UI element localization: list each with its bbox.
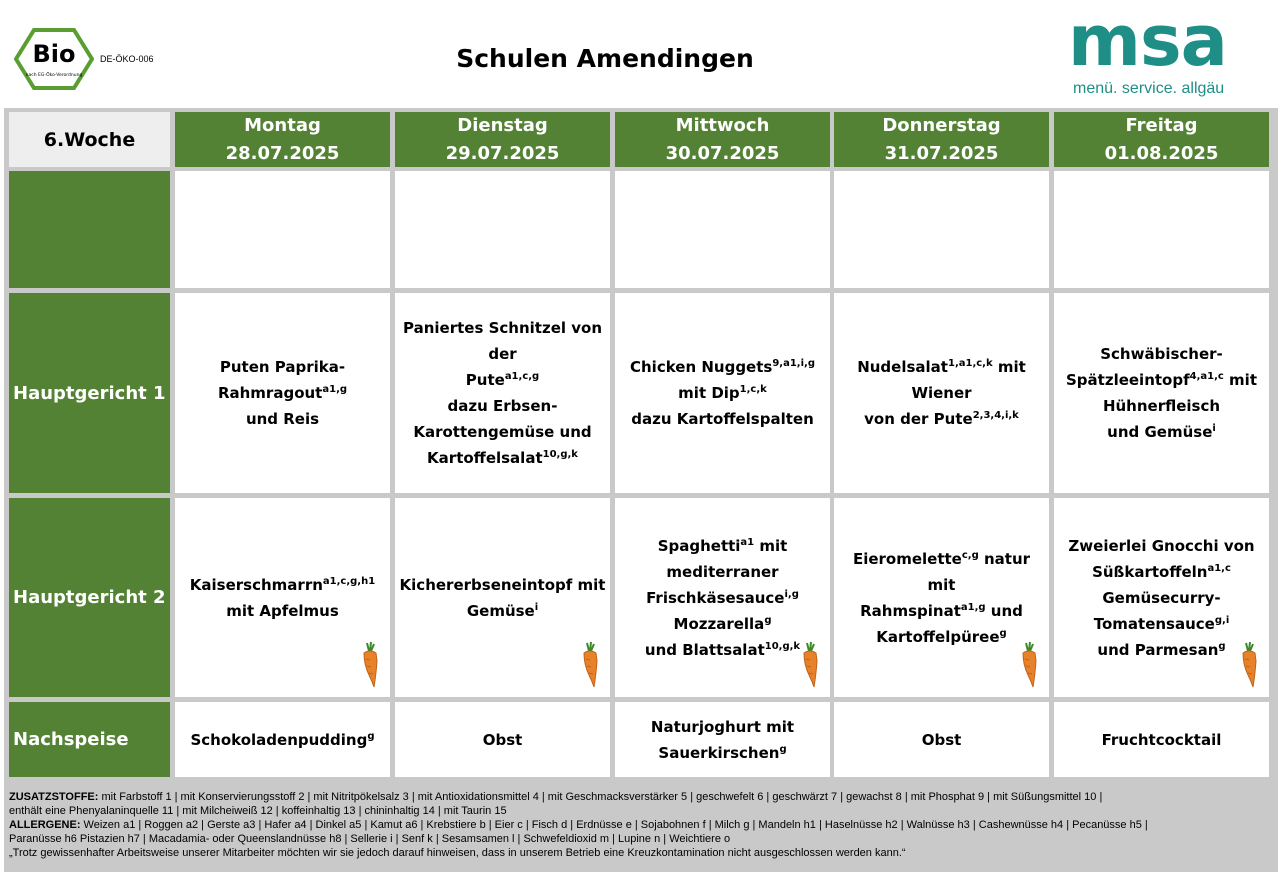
additives-text-1: mit Farbstoff 1 | mit Konservierungsstoff 2 | mit Nitritpökelsalz 3 | mit Antioxidationsmittel 4 | mit Geschmacksverstärker 5 | geschwefelt 6 | geschwärzt 7 | gewachst 8 | mit Phosphat 9 | mit Süßungsmittel 10 | — [98, 791, 1103, 803]
dish-text: Kartoffelpüree — [876, 627, 1000, 646]
dish-line — [1100, 341, 1223, 367]
dish-line — [651, 714, 794, 740]
day-date: 28.07.2025 — [225, 142, 340, 164]
day-header-0 — [175, 112, 390, 167]
dish-line — [666, 559, 778, 585]
dish-line — [427, 445, 578, 471]
dish-line — [226, 598, 339, 624]
msa-tagline: menü. service. allgäu — [1073, 80, 1225, 97]
day-date: 01.08.2025 — [1104, 142, 1219, 164]
dish-line — [838, 546, 1045, 598]
dish-text: Karottengemüse und — [413, 423, 592, 441]
dish-text: Süßkartoffeln — [1092, 562, 1208, 581]
dish-line — [876, 624, 1006, 650]
dish-line — [399, 315, 606, 367]
allergen-codes: g — [999, 627, 1007, 639]
day-name: Dienstag — [457, 114, 548, 136]
day-name: Freitag — [1125, 114, 1198, 136]
dish-line — [922, 727, 962, 753]
main1-dish-0 — [175, 293, 390, 493]
dish-text: Fruchtcocktail — [1101, 730, 1222, 749]
allergen-codes: 1,a1,c,k — [947, 358, 993, 369]
allergen-codes: a1,g — [322, 384, 348, 395]
dish-line — [674, 611, 772, 637]
menu-table — [4, 108, 1278, 872]
dish-line — [1103, 393, 1220, 419]
dish-line — [220, 354, 345, 380]
day-name: Montag — [244, 114, 321, 136]
allergen-codes: a1 — [740, 536, 755, 548]
dish-line — [190, 572, 375, 598]
dish-text: Schwäbischer- — [1100, 345, 1223, 363]
carrot-icon — [1017, 641, 1041, 689]
day-name: Donnerstag — [882, 114, 1001, 136]
dish-line — [467, 598, 538, 624]
main2-dish-4 — [1054, 498, 1269, 697]
dish-text: und Gemüse — [1107, 423, 1213, 441]
main1-dish-4 — [1054, 293, 1269, 493]
dish-line — [864, 406, 1019, 432]
main2-dish-1 — [395, 498, 610, 697]
bio-control-code: DE-ÖKO-006 — [100, 54, 154, 64]
dish-line — [1097, 637, 1225, 663]
allergen-codes: g,i — [1214, 614, 1230, 626]
dish-text: Spätzleeintopf — [1066, 371, 1190, 389]
dish-text: Mozzarella — [673, 614, 765, 633]
dish-line — [658, 533, 788, 559]
dish-text-cont: mit — [754, 536, 788, 555]
dessert-dish-3 — [834, 702, 1049, 777]
bio-logo-subtext: nach EG-Öko-Verordnung — [25, 73, 83, 78]
main1-dish-2 — [615, 293, 830, 493]
dish-text: Kartoffelsalat — [427, 449, 543, 467]
day-header-4 — [1054, 112, 1269, 167]
allergen-codes: a1,c — [1207, 562, 1231, 574]
allergen-codes: i — [534, 601, 539, 613]
allergen-codes: a1,c,g — [504, 371, 540, 382]
dish-text: mit Apfelmus — [226, 601, 339, 620]
dish-text: und Parmesan — [1097, 640, 1219, 659]
dish-text: Schokoladenpudding — [190, 730, 368, 749]
dish-line — [1068, 533, 1254, 559]
dessert-dish-1 — [395, 702, 610, 777]
dish-line — [1102, 727, 1222, 753]
dish-line — [1094, 611, 1230, 637]
main1-dish-3 — [834, 293, 1049, 493]
allergen-codes: g — [764, 614, 772, 626]
additives-text-2: enthält eine Phenyalaninquelle 11 | mit Milcheiweiß 12 | koffeinhaltig 13 | chininhaltig 14 | mit Taurin 15 — [9, 805, 507, 817]
main1-dish-1 — [395, 293, 610, 493]
allergen-codes: c,g — [961, 549, 979, 561]
day-name: Mittwoch — [675, 114, 770, 136]
dish-line — [190, 727, 374, 753]
page-title: Schulen Amendingen — [456, 44, 754, 73]
row-label-dessert: Nachspeise — [9, 702, 170, 777]
dish-text: Hühnerfleisch — [1102, 397, 1221, 415]
dish-text: Spaghetti — [657, 536, 741, 555]
dish-line — [400, 572, 606, 598]
allergens-text-2: Paranüsse h6 Pistazien h7 | Macadamia- oder Queenslandnüsse h8 | Sellerie i | Senf k | Sesamsamen l | Schwefeldioxid m | Lupine n | Weichtiere o — [9, 833, 731, 845]
additives-line-1 — [4, 790, 1278, 804]
dish-text: Sauerkirschen — [658, 743, 780, 762]
msa-logo — [1068, 0, 1258, 100]
dish-line — [860, 598, 1023, 624]
allergens-line-1 — [4, 818, 1278, 832]
dish-text: Gemüsecurry- — [1102, 588, 1221, 607]
dish-text: Tomatensauce — [1093, 614, 1215, 633]
allergen-codes: g — [367, 730, 375, 742]
dish-text-cont: und — [985, 601, 1023, 620]
dish-line — [631, 406, 814, 432]
day-date: 29.07.2025 — [445, 142, 560, 164]
allergen-codes: a1,g — [960, 601, 986, 613]
dish-text: Pute — [465, 371, 505, 389]
page-header — [0, 0, 1283, 108]
msa-wordmark: msa — [1068, 0, 1227, 82]
carrot-icon — [358, 641, 382, 689]
dish-line — [646, 585, 799, 611]
dish-text-cont: mit Wiener — [911, 358, 1026, 402]
dish-text: und Reis — [245, 410, 320, 428]
dish-text: dazu Erbsen- — [447, 397, 558, 415]
day-header-1 — [395, 112, 610, 167]
dish-line — [466, 367, 539, 393]
allergen-codes: 9,a1,i,g — [772, 358, 815, 369]
main2-dish-2 — [615, 498, 830, 697]
empty-cell — [395, 171, 610, 288]
dessert-dish-2 — [615, 702, 830, 777]
dish-text-cont: natur mit — [927, 549, 1031, 594]
dish-line — [1102, 585, 1220, 611]
dish-text: Obst — [921, 730, 962, 749]
dish-line — [838, 354, 1045, 406]
dish-text: Gemüse — [466, 601, 535, 620]
dish-line — [1066, 367, 1257, 393]
allergen-codes: 2,3,4,i,k — [972, 410, 1019, 421]
dish-text-cont: mit — [1223, 371, 1257, 389]
dish-line — [1107, 419, 1216, 445]
empty-cell — [1054, 171, 1269, 288]
dish-text: Rahmspinat — [860, 601, 961, 620]
carrot-icon — [1237, 641, 1261, 689]
dish-text: Puten Paprika- — [219, 358, 346, 376]
allergens-label: ALLERGENE: — [9, 819, 81, 831]
disclaimer: „Trotz gewissenhafter Arbeitsweise unserer Mitarbeiter möchten wir sie jedoch darauf hinweisen, dass in unserem Betrieb eine Kreuzkontamination nicht ausgeschlossen werden kann.“ — [9, 847, 906, 859]
dish-line — [246, 406, 319, 432]
bio-logo-text: Bio — [32, 40, 76, 68]
row-label-empty — [9, 171, 170, 288]
empty-cell — [834, 171, 1049, 288]
allergens-text-1: Weizen a1 | Roggen a2 | Gerste a3 | Hafer a4 | Dinkel a5 | Kamut a6 | Krebstiere b | Eier c | Fisch d | Erdnüsse e | Sojabohnen f | Milch g | Mandeln h1 | Haselnüsse h2 | Walnüsse h3 | Cashewnüsse h4 | Pecanüsse h5 | — [80, 819, 1148, 831]
dish-text: mit Dip — [678, 384, 740, 402]
allergen-codes: 4,a1,c — [1189, 371, 1224, 382]
dish-line — [483, 727, 523, 753]
dish-text: Chicken Nuggets — [629, 358, 773, 376]
dish-text: Nudelsalat — [857, 358, 948, 376]
dish-text: Naturjoghurt mit — [650, 717, 795, 736]
empty-cell — [615, 171, 830, 288]
day-date: 30.07.2025 — [665, 142, 780, 164]
dish-text: Paniertes Schnitzel von der — [403, 319, 602, 363]
dish-text: dazu Kartoffelspalten — [631, 410, 814, 428]
empty-cell — [175, 171, 390, 288]
dish-text: Kichererbseneintopf mit — [399, 575, 606, 594]
dish-line — [448, 393, 558, 419]
allergen-codes: 10,g,k — [764, 640, 801, 652]
dish-line — [218, 380, 347, 406]
dessert-dish-4 — [1054, 702, 1269, 777]
carrot-icon — [798, 641, 822, 689]
allergen-codes: 10,g,k — [542, 449, 578, 460]
dessert-dish-0 — [175, 702, 390, 777]
allergen-codes: 1,c,k — [739, 384, 767, 395]
dish-text: von der Pute — [864, 410, 973, 428]
dish-text: Zweierlei Gnocchi von — [1068, 536, 1255, 555]
dish-text: Obst — [482, 730, 523, 749]
allergen-codes: i — [1212, 423, 1216, 434]
additives-label: ZUSATZSTOFFE: — [9, 791, 99, 803]
dish-line — [645, 637, 800, 663]
dish-text: Frischkäsesauce — [646, 588, 785, 607]
allergen-codes: a1,c,g,h1 — [322, 575, 376, 587]
dish-text: und Blattsalat — [644, 640, 765, 659]
week-label: 6.Woche — [9, 112, 170, 167]
day-date: 31.07.2025 — [884, 142, 999, 164]
dish-line — [413, 419, 591, 445]
main2-dish-3 — [834, 498, 1049, 697]
main2-dish-0 — [175, 498, 390, 697]
dish-line — [1092, 559, 1231, 585]
footnotes — [4, 790, 1278, 860]
allergen-codes: g — [1218, 640, 1226, 652]
dish-line — [658, 740, 786, 766]
row-label-main1: Hauptgericht 1 — [9, 293, 170, 493]
dish-text: Rahmragout — [217, 384, 323, 402]
carrot-icon — [578, 641, 602, 689]
day-header-3 — [834, 112, 1049, 167]
dish-text: mediterraner — [666, 562, 779, 581]
allergen-codes: i,g — [784, 588, 799, 600]
day-header-2 — [615, 112, 830, 167]
row-label-main2: Hauptgericht 2 — [9, 498, 170, 697]
dish-line — [630, 354, 815, 380]
dish-text: Kaiserschmarrn — [189, 575, 323, 594]
dish-line — [678, 380, 767, 406]
dish-text: Eieromelette — [852, 549, 962, 568]
allergen-codes: g — [779, 743, 787, 755]
